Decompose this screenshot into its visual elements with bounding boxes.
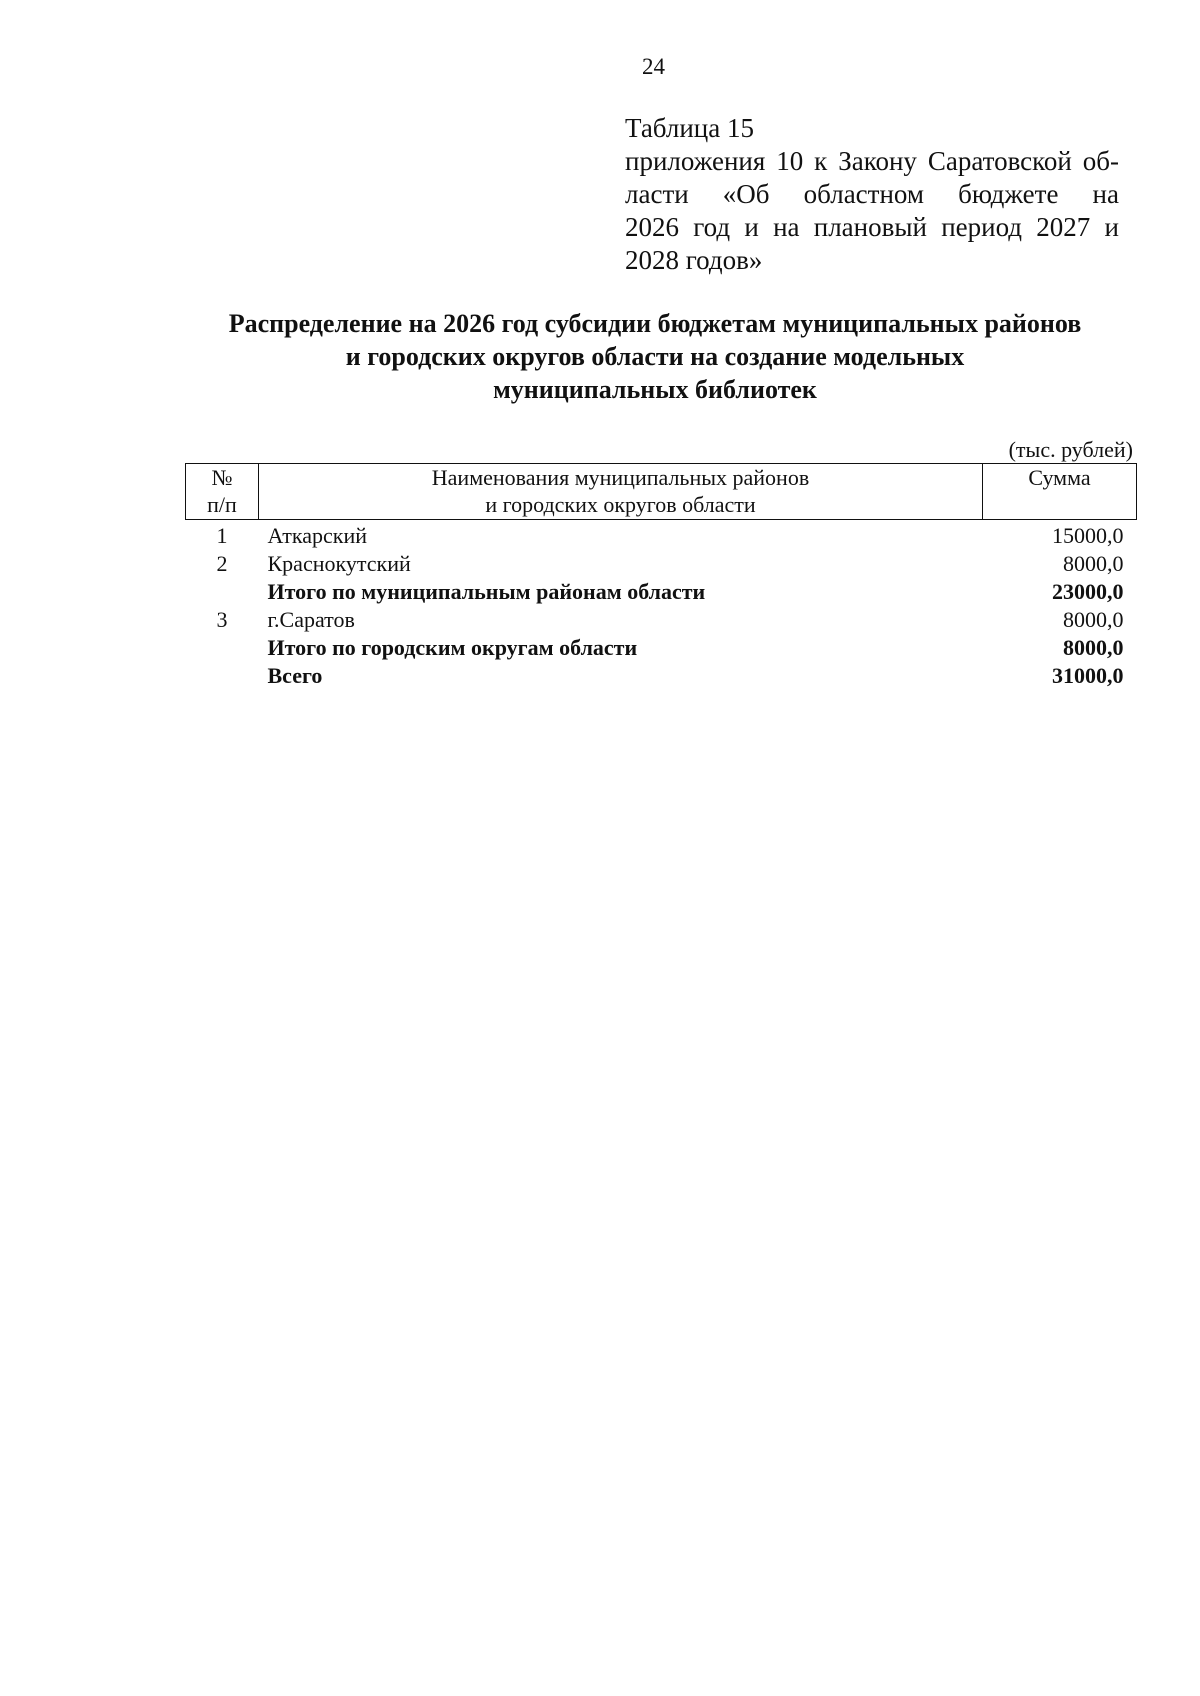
column-header-line: Наименования муниципальных районов (431, 465, 810, 490)
table-header-row (186, 464, 1137, 520)
row-sum: 8000,0 (1063, 551, 1124, 576)
row-name: г.Саратов (267, 607, 355, 632)
table-subtotal-row (186, 634, 1137, 662)
header-line: 2028 годов» (625, 245, 763, 275)
page-number: 24 (642, 54, 665, 79)
row-name: Аткарский (267, 523, 368, 548)
row-name: Краснокутский (267, 551, 411, 576)
row-number: 1 (216, 523, 228, 548)
column-header-line: и городских округов области (485, 492, 756, 517)
column-header-sum (983, 464, 1137, 520)
row-number: 2 (216, 551, 228, 576)
column-header-line: п/п (207, 492, 237, 517)
title-line: и городских округов области на создание модельных (345, 342, 965, 371)
header-line: ласти «Об областном бюджете на (625, 179, 1119, 209)
row-sum: 15000,0 (1052, 523, 1124, 548)
subsidy-table (185, 463, 1137, 690)
table-row (186, 606, 1137, 634)
table-row (186, 520, 1137, 551)
column-header-number (186, 464, 259, 520)
row-sum: 8000,0 (1063, 635, 1124, 660)
row-name: Итого по муниципальным районам области (267, 579, 706, 604)
row-sum: 8000,0 (1063, 607, 1124, 632)
row-number (186, 662, 259, 690)
document-title (170, 307, 1140, 406)
row-sum: 31000,0 (1052, 663, 1124, 688)
units-label: (тыс. рублей) (1008, 437, 1133, 462)
row-name: Итого по городским округам области (267, 635, 638, 660)
title-line: Распределение на 2026 год субсидии бюджетам муниципальных районов (228, 309, 1082, 338)
title-line: муниципальных библиотек (493, 375, 817, 404)
table-reference-header (625, 112, 1119, 277)
column-header-line: № (211, 465, 233, 490)
row-number (186, 578, 259, 606)
table-label: Таблица 15 (625, 113, 754, 143)
column-header-name (259, 464, 983, 520)
row-name: Всего (267, 663, 323, 688)
header-line: 2026 год и на плановый период 2027 и (625, 212, 1119, 242)
row-number (186, 634, 259, 662)
row-number: 3 (216, 607, 228, 632)
table-total-row (186, 662, 1137, 690)
column-header-line: Сумма (1028, 465, 1091, 490)
table-subtotal-row (186, 578, 1137, 606)
table-row (186, 550, 1137, 578)
header-line: приложения 10 к Закону Саратовской об- (625, 146, 1119, 176)
row-sum: 23000,0 (1052, 579, 1124, 604)
